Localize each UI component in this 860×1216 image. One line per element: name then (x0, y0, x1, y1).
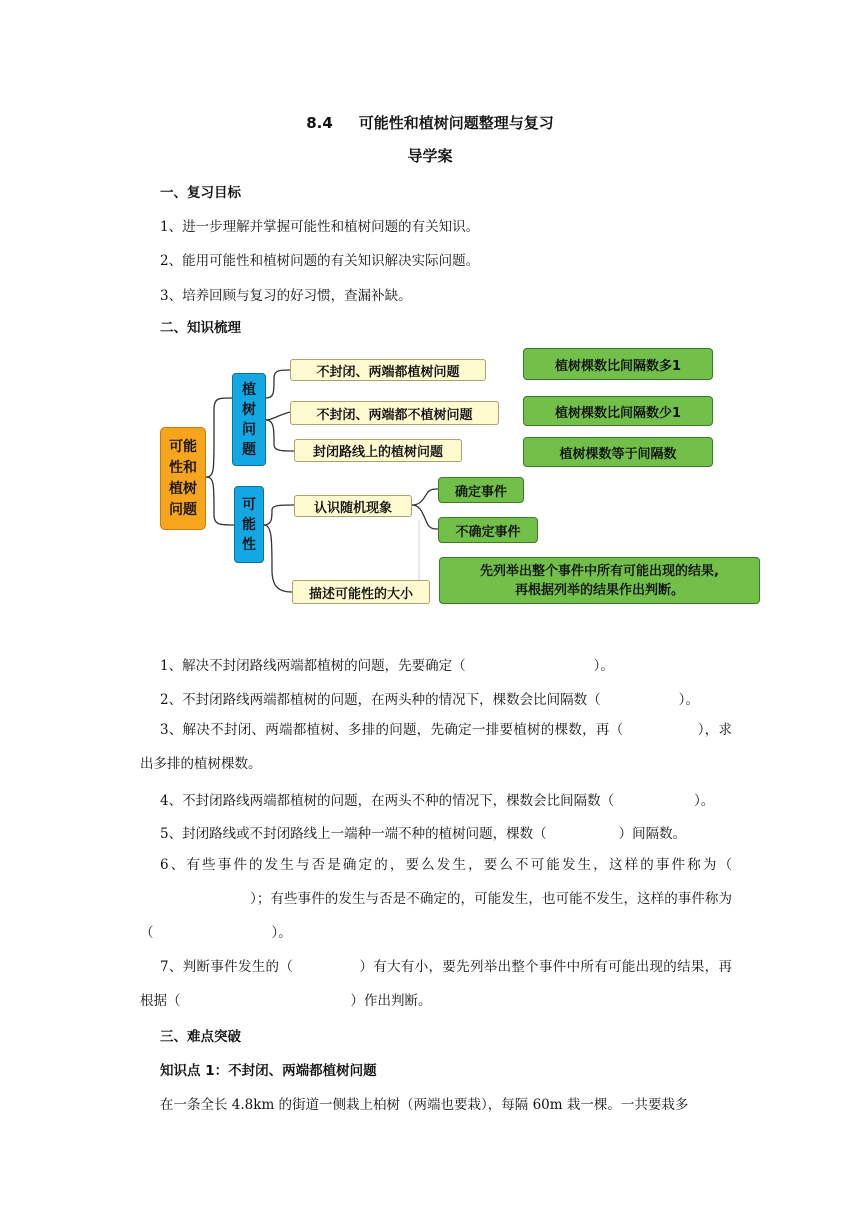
question-6: 6、有些事件的发生与否是确定的，要么发生，要么不可能发生，这样的事件称为（）；有些事件的发生与否是不确定的，可能发生，也可能不发生，这样的事件称为（ ）。 (140, 857, 732, 941)
section-number: 8.4 (306, 114, 333, 132)
prob-item-describe: 描述可能性的大小 (292, 580, 430, 604)
knowledge-point-1-text: 在一条全长 4.8km 的街道一侧栽上柏树（两端也要栽），每隔 60m 栽一棵。一共要栽多 (160, 1097, 689, 1113)
tree-result-more: 植树棵数比间隔数多1 (523, 348, 713, 380)
tree-result-equal: 植树棵数等于间隔数 (523, 437, 713, 467)
heading-difficulty: 三、难点突破 (160, 1029, 241, 1045)
goal-3: 3、培养回顾与复习的好习惯，查漏补缺。 (160, 288, 412, 304)
question-5: 5、封闭路线或不封闭路线上一端种一端不种的植树问题，棵数（ ）间隔数。 (160, 826, 687, 842)
goal-1: 1、进一步理解并掌握可能性和植树问题的有关知识。 (160, 219, 480, 235)
knowledge-point-1-title: 知识点 1：不封闭、两端都植树问题 (160, 1063, 377, 1079)
heading-knowledge: 二、知识梳理 (160, 320, 241, 336)
tree-result-less: 植树棵数比间隔数少1 (523, 396, 713, 426)
tree-item-no-ends: 不封闭、两端都不植树问题 (290, 401, 499, 425)
mindmap-root: 可能性和植树问题 (160, 427, 206, 530)
tree-item-both-ends: 不封闭、两端都植树问题 (290, 359, 486, 381)
goal-2: 2、能用可能性和植树问题的有关知识解决实际问题。 (160, 253, 480, 269)
question-1: 1、解决不封闭路线两端都植树的问题，先要确定（ ）。 (160, 658, 614, 674)
mindmap-branch-tree: 植树问题 (232, 373, 266, 466)
heading-goals: 一、复习目标 (160, 185, 241, 201)
prob-item-random: 认识随机现象 (294, 495, 412, 517)
doc-subtitle: 导学案 (407, 147, 453, 165)
question-3: 3、解决不封闭、两端都植树、多排的问题，先确定一排要植树的棵数，再（ ），求出多排的植树棵数。 (140, 722, 732, 772)
title-text: 可能性和植树问题整理与复习 (358, 114, 554, 132)
question-4: 4、不封闭路线两端都植树的问题，在两头不种的情况下，棵数会比间隔数（ ）。 (160, 793, 715, 809)
mindmap-branch-probability: 可能性 (234, 486, 264, 563)
question-2: 2、不封闭路线两端都植树的问题，在两头种的情况下，棵数会比间隔数（ ）。 (160, 692, 699, 708)
event-uncertain: 不确定事件 (438, 517, 538, 543)
question-7: 7、判断事件发生的（ ）有大有小，要先列举出整个事件中所有可能出现的结果，再根据（ ）作出判断。 (140, 959, 732, 1009)
event-certain: 确定事件 (438, 477, 524, 503)
tree-item-closed: 封闭路线上的植树问题 (294, 439, 462, 462)
prob-method: 先列举出整个事件中所有可能出现的结果, 再根据列举的结果作出判断。 (439, 557, 760, 604)
